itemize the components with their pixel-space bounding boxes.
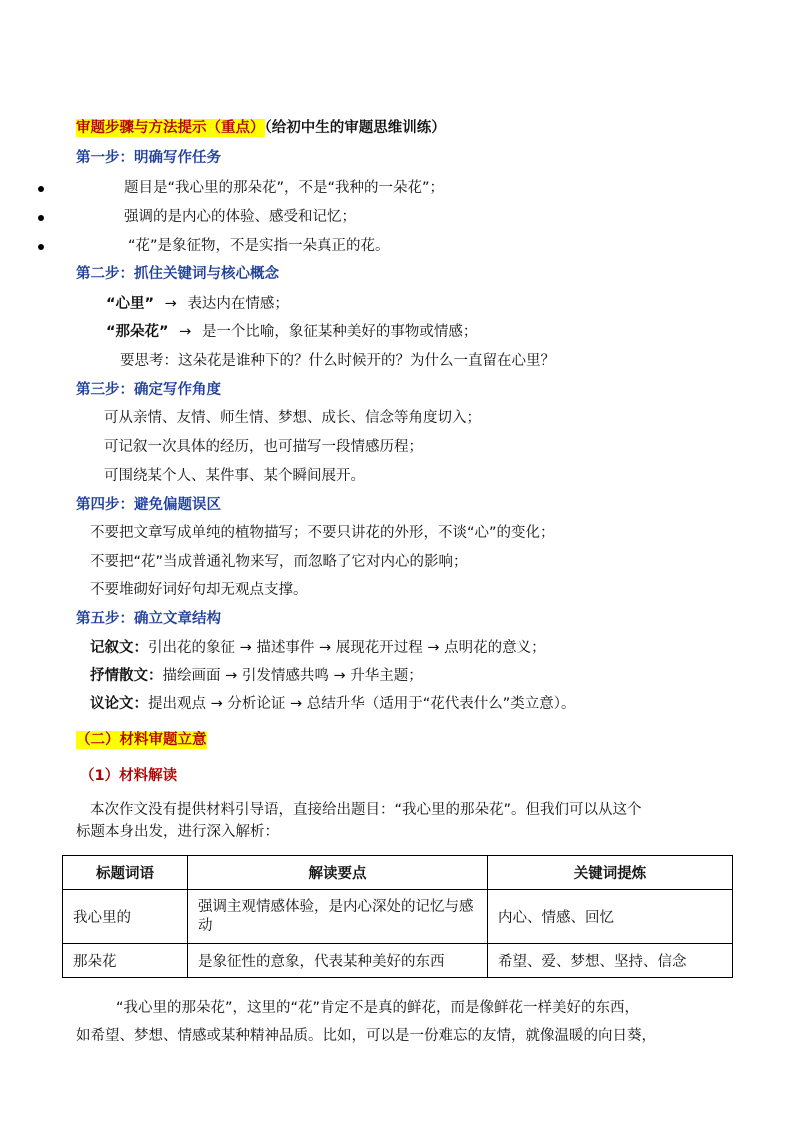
- step2-text: 是一个比喻，象征某种美好的事物或情感；: [201, 324, 478, 340]
- arrow-icon: →: [179, 324, 192, 340]
- table-cell: 是象征性的意象，代表某种美好的东西: [188, 944, 488, 978]
- table-cell: 希望、爱、梦想、坚持、信念: [488, 944, 733, 978]
- step3-line-1: 可从亲情、友情、师生情、梦想、成长、信念等角度切入；: [104, 410, 481, 426]
- section2-subtitle: （1）材料解读: [80, 768, 178, 784]
- step2-term: “心里”: [106, 296, 155, 312]
- table-row: [63, 890, 733, 944]
- step5-item-3: [90, 694, 576, 714]
- step1-bullet-1: 题目是“我心里的那朵花”，不是“我种的一朵花”；: [124, 180, 445, 196]
- step2-think: 要思考：这朵花是谁种下的？什么时候开的？为什么一直留在心里？: [120, 353, 555, 369]
- table-cell: 我心里的: [63, 890, 188, 944]
- closing-line-2: 如希望、梦想、情感或某种精神品质。比如，可以是一份难忘的友情，就像温暖的向日葵，: [76, 1028, 656, 1044]
- table-header-row: [63, 856, 733, 890]
- step4-line-3: 不要堆砌好词好句却无观点支撑。: [90, 582, 308, 598]
- table-header: 关键词提炼: [488, 856, 733, 890]
- table-row: [63, 944, 733, 978]
- section-heading: [76, 118, 446, 138]
- step5-label: 议论文：: [90, 696, 148, 712]
- step5-item-1: [90, 638, 546, 658]
- table-header: 解读要点: [188, 856, 488, 890]
- step3-title: 第三步：确定写作角度: [76, 382, 221, 398]
- section2-highlight: （二）材料审题立意: [76, 732, 207, 748]
- step3-line-2: 可记叙一次具体的经历，也可描写一段情感历程；: [104, 439, 423, 455]
- step1-bullet-3: “花”是象征物，不是实指一朵真正的花。: [128, 238, 390, 254]
- step5-item-2: [90, 666, 423, 686]
- bullet-dot: [38, 215, 44, 221]
- heading-highlight: 审题步骤与方法提示（重点）: [76, 120, 265, 136]
- step1-bullet-2: 强调的是内心的体验、感受和记忆；: [124, 209, 356, 225]
- step5-label: 记叙文：: [90, 640, 148, 656]
- step5-text: 提出观点 → 分析论证 → 总结升华（适用于“花代表什么”类立意）。: [148, 696, 576, 712]
- step2-title: 第二步：抓住关键词与核心概念: [76, 266, 279, 282]
- section2-title: [76, 730, 207, 750]
- step2-text: 表达内在情感；: [187, 296, 289, 312]
- step5-text: 引出花的象征 → 描述事件 → 展现花开过程 → 点明花的意义；: [148, 640, 546, 656]
- closing-line-1: “我心里的那朵花”，这里的“花”肯定不是真的鲜花，而是像鲜花一样美好的东西，: [116, 1000, 640, 1016]
- table-cell: 内心、情感、回忆: [488, 890, 733, 944]
- step1-title: 第一步：明确写作任务: [76, 150, 221, 166]
- intro-line-2: 标题本身出发，进行深入解析：: [76, 824, 279, 840]
- step5-text: 描绘画面 → 引发情感共鸣 → 升华主题；: [162, 668, 423, 684]
- heading-subtitle: （给初中生的审题思维训练）: [264, 120, 446, 136]
- step3-line-3: 可围绕某个人、某件事、某个瞬间展开。: [104, 468, 365, 484]
- step2-item-1: [106, 294, 289, 314]
- step2-term: “那朵花”: [106, 324, 169, 340]
- step2-item-2: [106, 322, 477, 342]
- bullet-dot: [38, 186, 44, 192]
- table-cell: 强调主观情感体验，是内心深处的记忆与感动: [188, 890, 488, 944]
- step5-title: 第五步：确立文章结构: [76, 611, 221, 627]
- intro-line-1: 本次作文没有提供材料引导语，直接给出题目：“我心里的那朵花”。但我们可以从这个: [90, 802, 642, 818]
- step4-line-1: 不要把文章写成单纯的植物描写；不要只讲花的外形，不谈“心”的变化；: [90, 525, 555, 541]
- bullet-dot: [38, 244, 44, 250]
- step4-line-2: 不要把“花”当成普通礼物来写，而忽略了它对内心的影响；: [90, 554, 468, 570]
- table-header: 标题词语: [63, 856, 188, 890]
- step4-title: 第四步：避免偏题误区: [76, 497, 221, 513]
- arrow-icon: →: [164, 296, 177, 312]
- step5-label: 抒情散文：: [90, 668, 163, 684]
- table-cell: 那朵花: [63, 944, 188, 978]
- analysis-table: [62, 855, 733, 978]
